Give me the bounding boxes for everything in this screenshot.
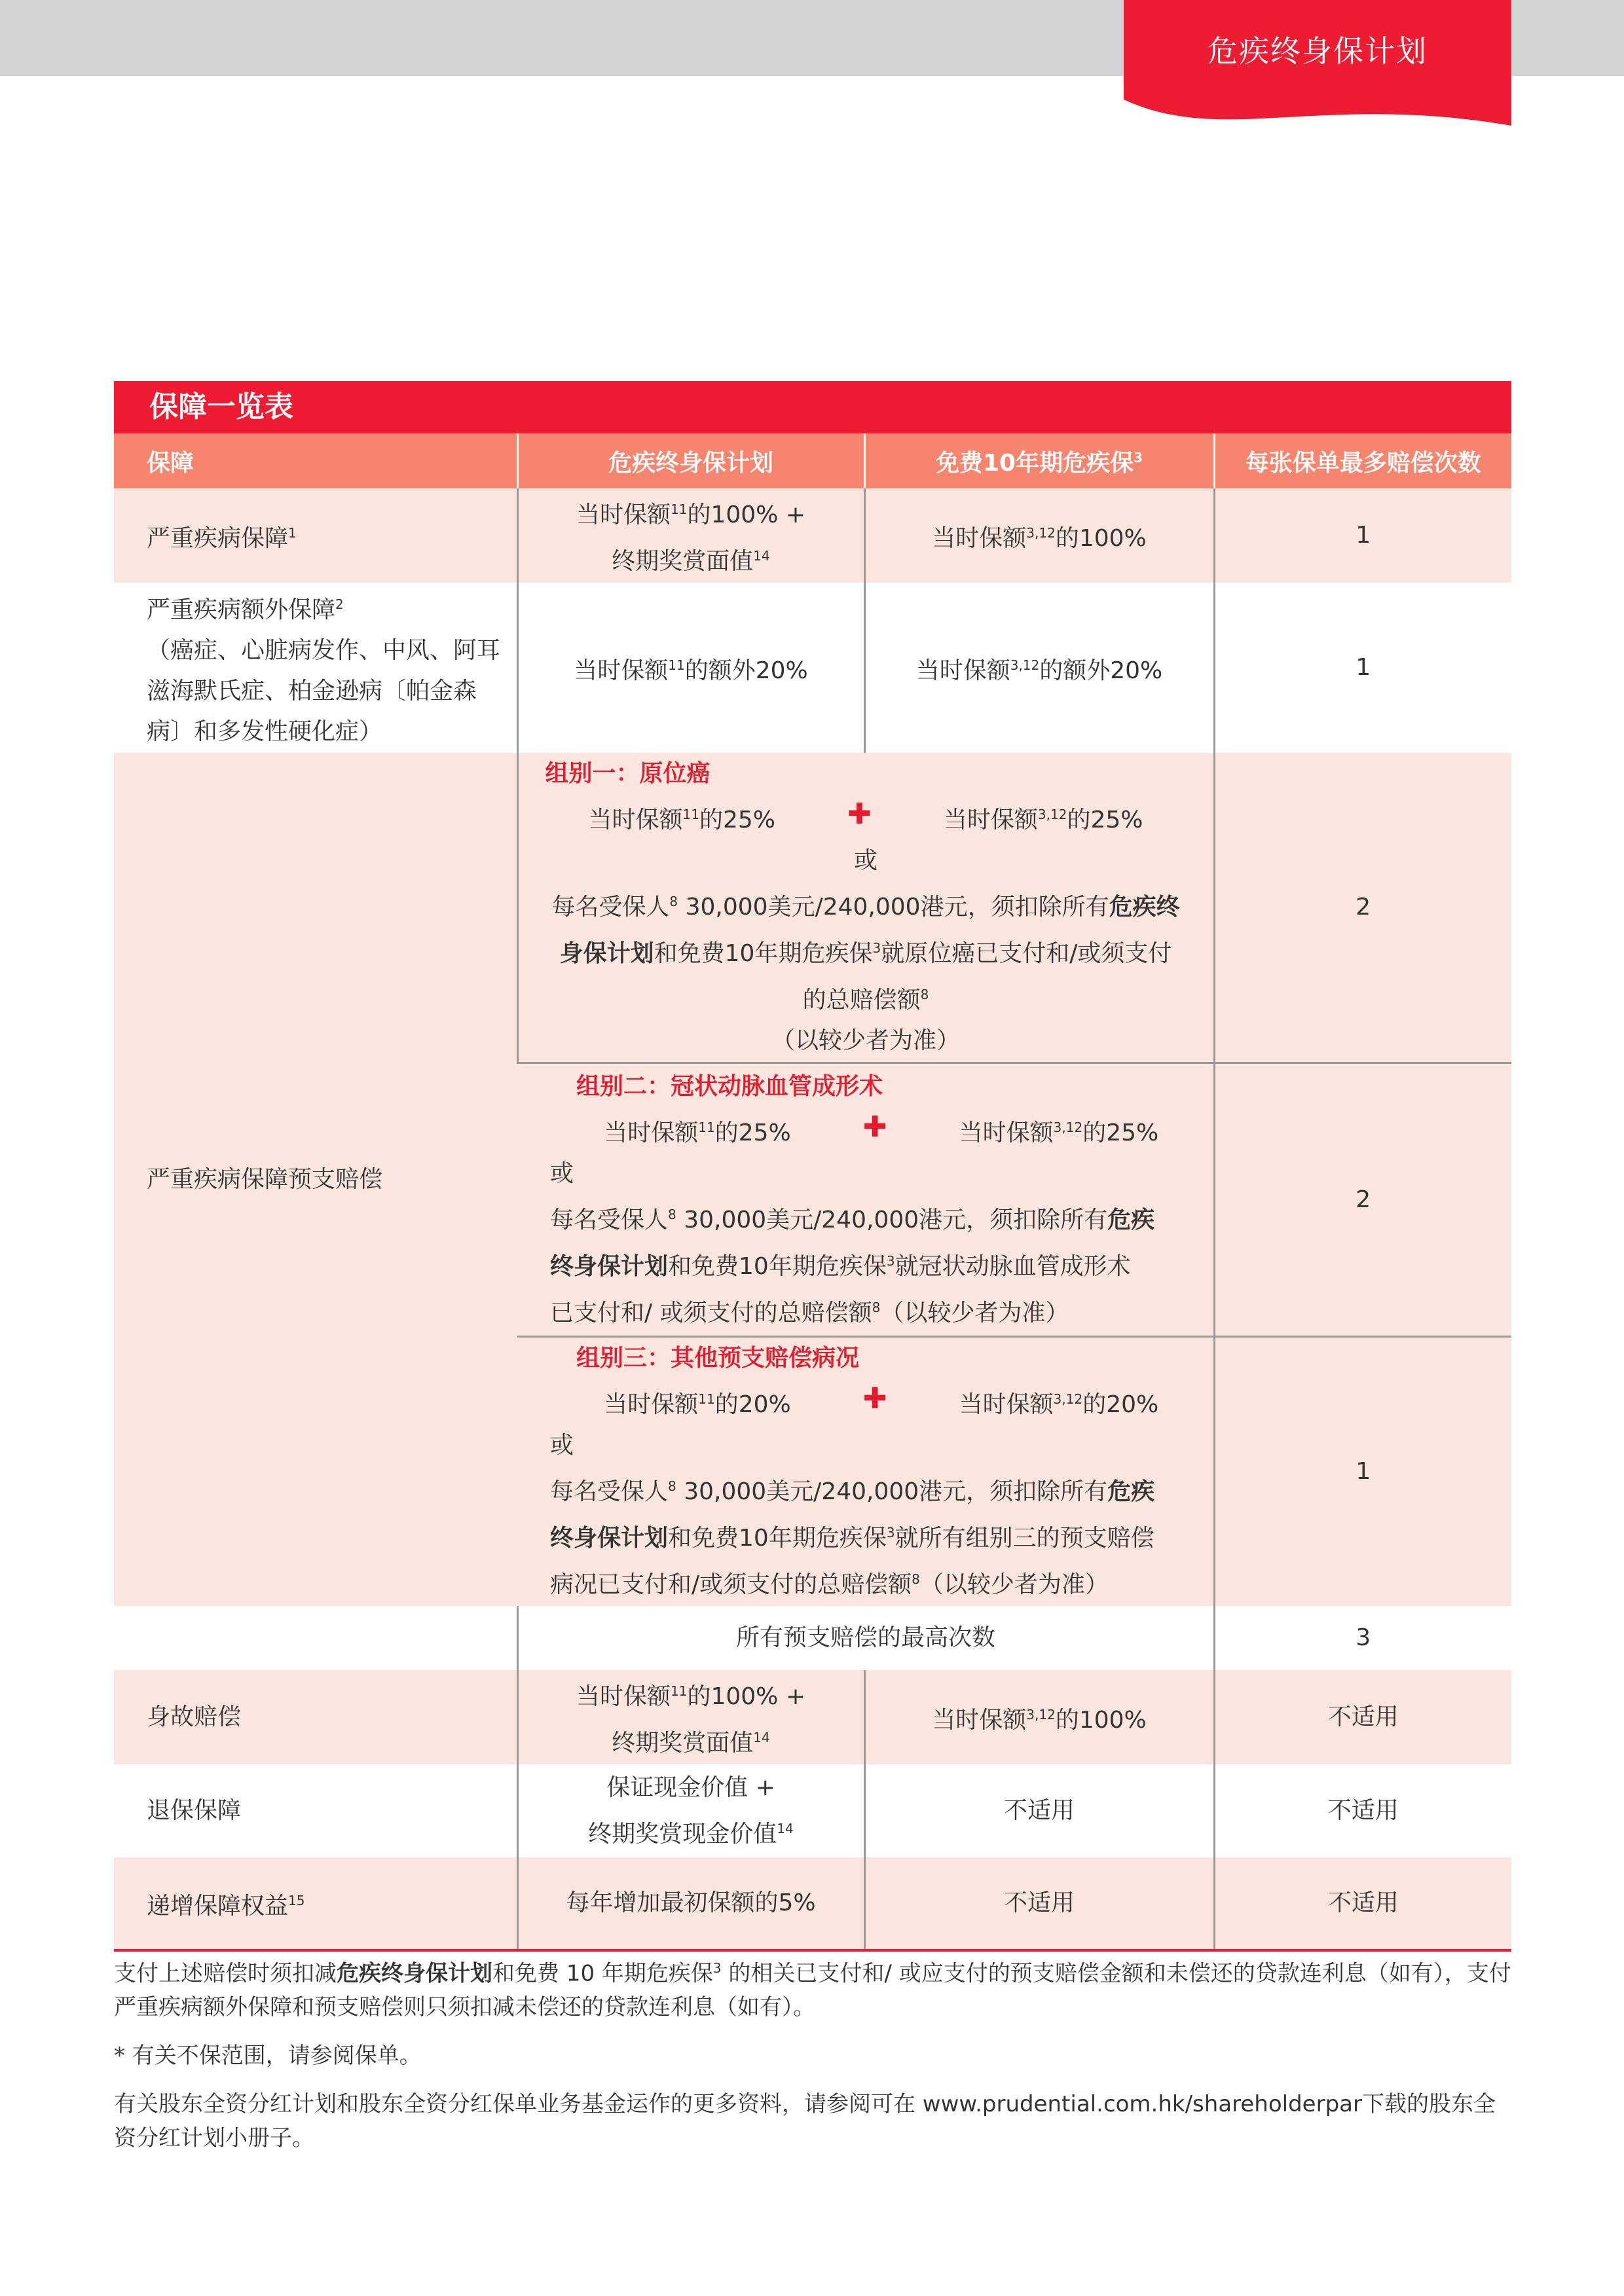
max-claims-cell: 1	[1214, 488, 1511, 583]
plus-icon: ✚	[862, 1110, 887, 1144]
max-claims-cell: 2	[1214, 1063, 1511, 1337]
max-claims-cell: 3	[1214, 1606, 1511, 1670]
max-claims-cell: 1	[1214, 583, 1511, 753]
table-row	[114, 488, 1511, 583]
table-row	[114, 583, 1511, 753]
group-1-title: 组别一：原位癌	[545, 760, 710, 787]
table-row	[114, 1857, 1511, 1949]
max-claims-cell: 1	[1214, 1337, 1511, 1607]
plan-a-cell: 当时保额$^{11}$的额外20%	[517, 583, 864, 753]
page-header-title: 危疾终身保计划	[1208, 33, 1428, 69]
footnote-deduction: 支付上述赔偿时须扣减危疾终身保计划和免费 10 年期危疾保$^3$ 的相关已支付和/ 或应支付的预支赔偿金额和未偿还的贷款连利息（如有），支付严重疾病额外保障和预支赔偿则只须扣减未偿还的贷款连利息（如有）。	[114, 1960, 1511, 2021]
plan-b-cell: 当时保额$^{3,12}$的额外20%	[864, 583, 1214, 753]
group-3-title: 组别三：其他预支赔偿病况	[576, 1345, 860, 1372]
group-2-cell: 组别二：冠状动脉血管成形术 当时保额$^{11}$的25% ✚ 当时保额$^{3,12}$的25% 或 每名受保人$^8$ 30,000美元/240,000港元，须扣除所有危疾 终身保计划和免费10年期危疾保$^3$就冠状动脉血管成形术 已支付和/ 或须支付的总赔偿额$^8$（以较少者为准）	[517, 1063, 1214, 1337]
col-header-max-claims: 每张保单最多赔偿次数	[1214, 433, 1511, 488]
benefit-table	[114, 381, 1511, 1952]
table-row	[114, 1764, 1511, 1857]
max-claims-cell: 不适用	[1214, 1857, 1511, 1949]
row-label: 递增保障权益$^{15}$	[114, 1857, 517, 1949]
table-row	[114, 1670, 1511, 1764]
plan-b-cell: 当时保额$^{3,12}$的100%	[864, 1670, 1214, 1764]
row-label-empty	[114, 1606, 517, 1670]
max-advance-label: 所有预支赔偿的最高次数	[517, 1606, 1214, 1670]
row-label: 退保保障	[114, 1764, 517, 1857]
plan-a-cell: 当时保额$^{11}$的100% + 终期奖赏面值$^{14}$	[517, 1670, 864, 1764]
col-header-plan: 危疾终身保计划	[517, 433, 864, 488]
group-2-title: 组别二：冠状动脉血管成形术	[576, 1072, 883, 1100]
footnote-shareholder-par: 有关股东全资分红计划和股东全资分红保单业务基金运作的更多资料，请参阅可在 www.prudential.com.hk/shareholderpar下载的股东全资分红计划小册子。	[114, 2091, 1496, 2152]
plan-a-cell: 保证现金价值 + 终期奖赏现金价值$^{14}$	[517, 1764, 864, 1857]
max-claims-cell: 2	[1214, 753, 1511, 1063]
plan-a-cell: 每年增加最初保额的5%	[517, 1857, 864, 1949]
row-label: 严重疾病额外保障$^2$ （癌症、心脏病发作、中风、阿耳 滋海默氏症、柏金逊病〔帕金森 病〕和多发性硬化症）	[114, 583, 517, 753]
max-claims-cell: 不适用	[1214, 1764, 1511, 1857]
row-label: 严重疾病保障预支赔偿	[114, 753, 517, 1606]
table-row	[114, 753, 1511, 1063]
col-header-free-plan: 免费10年期危疾保$^3$	[864, 433, 1214, 488]
group-3-cell: 组别三：其他预支赔偿病况 当时保额$^{11}$的20% ✚ 当时保额$^{3,12}$的20% 或 每名受保人$^8$ 30,000美元/240,000港元，须扣除所有危疾 终身保计划和免费10年期危疾保$^3$就所有组别三的预支赔偿 病况已支付和/或须支付的总赔偿额$^8$（以较少者为准）	[517, 1337, 1214, 1607]
plan-b-cell: 当时保额$^{3,12}$的100%	[864, 488, 1214, 583]
group-1-cell: 组别一：原位癌 当时保额$^{11}$的25% ✚ 当时保额$^{3,12}$的25% 或 每名受保人$^8$ 30,000美元/240,000港元，须扣除所有危疾终 身保计划和免费10年期危疾保$^3$就原位癌已支付和/或须支付 的总赔偿额$^8$ （以较少者为准）	[517, 753, 1214, 1063]
footnotes	[114, 1951, 1511, 2170]
plan-b-cell: 不适用	[864, 1764, 1214, 1857]
section-title: 保障一览表	[114, 381, 1511, 433]
row-label: 严重疾病保障$^1$	[114, 488, 517, 583]
tab-wave	[1124, 100, 1511, 139]
plan-b-cell: 不适用	[864, 1857, 1214, 1949]
footnote-exclusions: * 有关不保范围，请参阅保单。	[114, 2043, 422, 2069]
plan-a-cell: 当时保额$^{11}$的100% + 终期奖赏面值$^{14}$	[517, 488, 864, 583]
plus-icon: ✚	[847, 797, 872, 831]
row-label: 身故赔偿	[114, 1670, 517, 1764]
plus-icon: ✚	[862, 1382, 887, 1415]
table-row	[114, 1606, 1511, 1670]
max-claims-cell: 不适用	[1214, 1670, 1511, 1764]
col-header-benefit: 保障	[114, 433, 517, 488]
